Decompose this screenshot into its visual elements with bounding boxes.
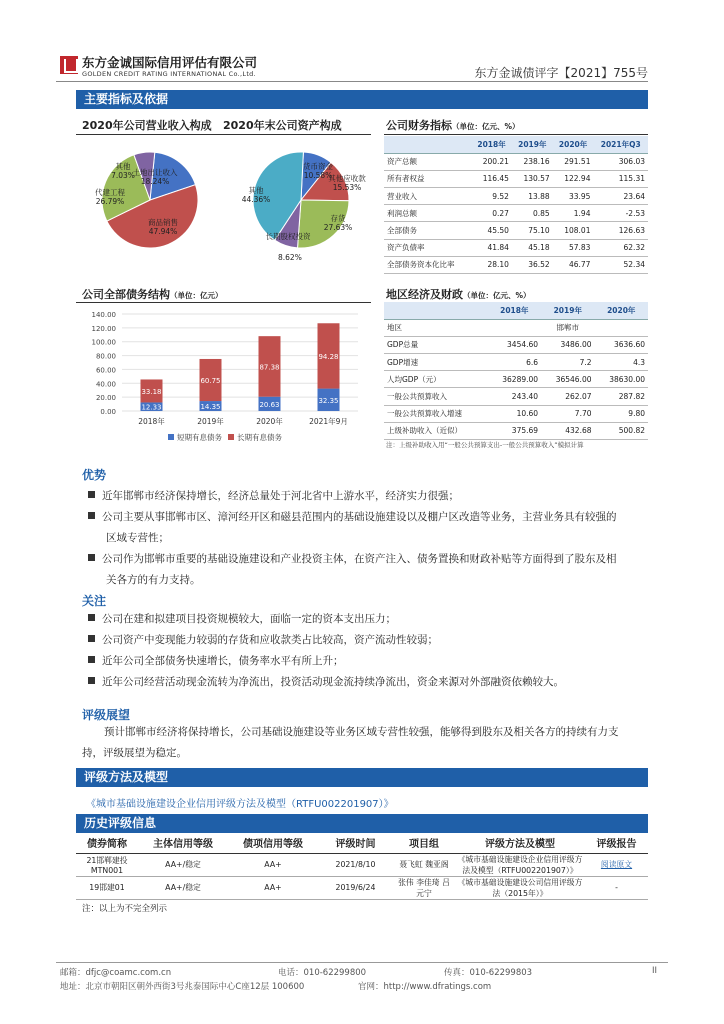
col-header: [384, 136, 471, 153]
y-tick-label: 120.00: [91, 324, 116, 333]
y-tick-label: 80.00: [95, 352, 116, 361]
col-header: [384, 302, 488, 319]
region-title: 地区经济及财政（单位：亿元、%）: [386, 288, 531, 301]
fin-unit: （单位：亿元、%）: [452, 122, 520, 131]
col-header: 评级报告: [585, 832, 648, 853]
cell: 45.18: [512, 239, 553, 256]
cell: 张伟 李佳琦 吕元宁: [393, 876, 455, 899]
y-tick-label: 0.00: [100, 408, 116, 416]
list-item-cont: 关各方的有力支持。: [106, 574, 201, 586]
col-header: 债项信用等级: [228, 832, 318, 853]
cell: 291.51: [553, 153, 594, 170]
cell: 0.27: [471, 205, 512, 222]
pie-revenue-labels: [78, 140, 223, 270]
cell: 432.68: [541, 422, 594, 439]
x-tick-label: 2018年: [138, 417, 165, 426]
history-note: 注：以上为不完全列示: [82, 904, 168, 914]
table-row: [384, 354, 648, 371]
y-tick-label: 20.00: [95, 394, 116, 403]
cell: AA+/稳定: [138, 876, 228, 899]
y-tick-label: 40.00: [95, 380, 116, 389]
row-label: 一般公共预算收入增速: [384, 405, 488, 422]
outlook-title: 评级展望: [82, 708, 131, 722]
bar-label-long: 60.75: [200, 377, 221, 386]
list-item: 近年公司经营活动现金流转为净流出，投资活动现金流持续净流出，资金来源对外部融资依赖较大。: [88, 672, 648, 693]
table-row: [384, 222, 648, 239]
cell: 2019/6/24: [318, 876, 393, 899]
cell: 38630.00: [595, 371, 649, 388]
footer-phone: 电话：010-62299800: [278, 968, 367, 978]
x-tick-label: 2021年9月: [309, 417, 348, 426]
col-header: 主体信用等级: [138, 832, 228, 853]
table-row: [384, 239, 648, 256]
col-header: 2021年Q3: [593, 136, 648, 153]
row-label: 全部债务: [384, 222, 471, 239]
legend-swatch-long: [228, 434, 234, 440]
footer-website[interactable]: 官网：http://www.dfratings.com: [358, 982, 492, 992]
row-label: GDP总量: [384, 336, 488, 353]
cell: AA+: [228, 853, 318, 876]
table-row: [384, 256, 648, 273]
advantages-title: 优势: [82, 468, 107, 482]
table-row: [384, 371, 648, 388]
cell: 41.84: [471, 239, 512, 256]
cell: 36.52: [512, 256, 553, 273]
col-header: 2019年: [512, 136, 553, 153]
cell: 287.82: [595, 388, 649, 405]
legend-swatch-short: [168, 434, 174, 440]
list-item: 公司主要从事邯郸市区、漳河经开区和磁县范围内的基础设施建设以及棚户区改造等业务，主营业务具有较强的: [88, 507, 648, 528]
row-label: 资产总额: [384, 153, 471, 170]
cell: 62.32: [593, 239, 648, 256]
bar-label-short: 14.35: [200, 403, 221, 412]
cell: 10.60: [488, 405, 541, 422]
cell: 19邯建01: [76, 876, 138, 899]
col-header: 2018年: [471, 136, 512, 153]
table-row: [384, 405, 648, 422]
pie-label: 商品销售 47.94%: [148, 218, 178, 236]
y-tick-label: 60.00: [95, 366, 116, 375]
section-bar-history: 历史评级信息: [76, 814, 648, 833]
col-header: 债券简称: [76, 832, 138, 853]
cell: 46.77: [553, 256, 594, 273]
rating-history-table: [76, 832, 648, 900]
cell: 0.85: [512, 205, 553, 222]
list-item: 公司在建和拟建项目投资规模较大，面临一定的资本支出压力；: [88, 609, 648, 630]
header-divider: [56, 81, 648, 82]
cell: 33.95: [553, 188, 594, 205]
cell: 《城市基础设施建设公司信用评级方法（2015年）》: [455, 876, 585, 899]
table-row: [384, 153, 648, 170]
bar-label-short: 32.35: [318, 396, 339, 405]
cell: 《城市基础设施建设企业信用评级方法及模型（RTFU002201907）》: [455, 853, 585, 876]
cell: 116.45: [471, 170, 512, 187]
pie-label: 存货 27.63%: [323, 214, 353, 232]
table-row: [384, 422, 648, 439]
cell: 13.88: [512, 188, 553, 205]
region-unit: （单位：亿元、%）: [463, 291, 531, 300]
cell: 75.10: [512, 222, 553, 239]
footer-address: 地址：北京市朝阳区朝外西街3号兆泰国际中心C座12层 100600: [60, 982, 305, 992]
col-header: 项目组: [393, 832, 455, 853]
list-item: 近年邯郸市经济保持增长，经济总量处于河北省中上游水平，经济实力很强；: [88, 486, 648, 507]
cell: 6.6: [488, 354, 541, 371]
cell: 115.31: [593, 170, 648, 187]
cell: 1.94: [553, 205, 594, 222]
pie-label: 代建工程 26.79%: [95, 188, 125, 206]
pie-label: 其他 7.03%: [111, 162, 135, 180]
cell: 邯郸市: [488, 319, 648, 336]
col-header: 2018年: [488, 302, 541, 319]
cell: 3486.00: [541, 336, 594, 353]
cell: 36289.00: [488, 371, 541, 388]
cell: 306.03: [593, 153, 648, 170]
list-item: 公司作为邯郸市重要的基础设施建设和产业投资主体，在资产注入、债务置换和财政补贴等方面得到了股东及相: [88, 549, 648, 570]
pie-assets-labels: [228, 140, 373, 270]
cell: AA+/稳定: [138, 853, 228, 876]
section-bar-indicators: 主要指标及依据: [76, 90, 648, 109]
cell: 3636.60: [595, 336, 649, 353]
divider: [76, 134, 371, 135]
table-row: [384, 336, 648, 353]
row-label: 地区: [384, 319, 488, 336]
pie-label: 其他 44.36%: [241, 186, 271, 204]
region-note: 注：上级补助收入用“一般公共预算支出-一般公共预算收入”模拟计算: [386, 441, 584, 449]
page-number: II: [652, 966, 658, 976]
cell: 130.57: [512, 170, 553, 187]
cell: 262.07: [541, 388, 594, 405]
cell: 500.82: [595, 422, 649, 439]
company-name-en: GOLDEN CREDIT RATING INTERNATIONAL Co.,Ltd.: [82, 70, 256, 78]
list-item-cont: 区域专营性；: [106, 532, 169, 544]
x-tick-label: 2019年: [197, 417, 224, 426]
table-row: [384, 388, 648, 405]
cell: 238.16: [512, 153, 553, 170]
bar-label-long: 33.18: [141, 387, 162, 396]
cell: 7.70: [541, 405, 594, 422]
cell: 52.34: [593, 256, 648, 273]
table-row: [384, 205, 648, 222]
pie-label: 货币资金 10.58%: [303, 162, 333, 180]
report-number: 东方金诚债评字【2021】755号: [474, 66, 648, 80]
cell: 375.69: [488, 422, 541, 439]
cell: 23.64: [593, 188, 648, 205]
regional-economy-table: [384, 302, 648, 440]
divider: [76, 302, 371, 303]
cell: 57.83: [553, 239, 594, 256]
debt-title: 公司全部债务结构（单位：亿元）: [82, 288, 223, 301]
outlook-line: 持，评级展望为稳定。: [82, 747, 187, 759]
cell: 28.10: [471, 256, 512, 273]
row-label: GDP增速: [384, 354, 488, 371]
cell: 108.01: [553, 222, 594, 239]
bar-label-short: 12.33: [141, 403, 162, 412]
company-name-cn: 东方金诚国际信用评估有限公司: [82, 55, 258, 70]
cell: 122.94: [553, 170, 594, 187]
cell: 4.3: [595, 354, 649, 371]
section-bar-method: 评级方法及模型: [76, 768, 648, 787]
cell: AA+: [228, 876, 318, 899]
cell: 200.21: [471, 153, 512, 170]
concerns-title: 关注: [82, 594, 107, 608]
col-header: 评级方法及模型: [455, 832, 585, 853]
pie-label: 土地出让收入 18.24%: [132, 168, 178, 186]
pie-label: 长期股权投资: [265, 232, 311, 241]
table-row: [384, 188, 648, 205]
table-row: [76, 853, 648, 876]
cell: 36546.00: [541, 371, 594, 388]
pie-label: 其他应收款 15.53%: [328, 174, 366, 192]
table-row: [76, 876, 648, 899]
divider: [384, 134, 648, 135]
cell: -2.53: [593, 205, 648, 222]
row-label: 所有者权益: [384, 170, 471, 187]
table-row: [384, 170, 648, 187]
cell: 聂飞虹 魏亚阁: [393, 853, 455, 876]
col-header: 2019年: [541, 302, 594, 319]
col-header: 2020年: [553, 136, 594, 153]
cell: 126.63: [593, 222, 648, 239]
company-logo: [60, 56, 78, 74]
list-item: 近年公司全部债务快速增长，债务率水平有所上升；: [88, 651, 648, 672]
debt-unit: （单位：亿元）: [170, 291, 223, 300]
table-row: [384, 319, 648, 336]
x-tick-label: 2020年: [256, 417, 283, 426]
fin-title: 公司财务指标（单位：亿元、%）: [386, 119, 520, 132]
row-label: 一般公共预算收入: [384, 388, 488, 405]
legend-label-short: 短期有息债务: [177, 433, 222, 442]
concerns-list: [88, 609, 648, 693]
outlook-text: [82, 722, 648, 743]
method-link[interactable]: 《城市基础设施建设企业信用评级方法及模型（RTFU002201907）》: [86, 799, 394, 810]
cell: 2021/8/10: [318, 853, 393, 876]
row-label: 营业收入: [384, 188, 471, 205]
cell: 45.50: [471, 222, 512, 239]
cell: 3454.60: [488, 336, 541, 353]
bar-label-long: 87.38: [259, 363, 280, 372]
cell: 9.52: [471, 188, 512, 205]
cell: 9.80: [595, 405, 649, 422]
col-header: 评级时间: [318, 832, 393, 853]
row-label: 资产负债率: [384, 239, 471, 256]
list-item: 公司资产中变现能力较弱的存货和应收款类占比较高，资产流动性较弱；: [88, 630, 648, 651]
outlook-line: 预计邯郸市经济将保持增长，公司基础设施建设等业务区域专营性较强，能够得到股东及相关各方的持续有力支: [104, 726, 619, 738]
row-label: 全部债务资本化比率: [384, 256, 471, 273]
footer-divider: [56, 962, 668, 963]
row-label: 利润总额: [384, 205, 471, 222]
cell: 243.40: [488, 388, 541, 405]
bar-label-short: 20.63: [259, 400, 280, 409]
cell: 7.2: [541, 354, 594, 371]
pie-title-assets: 2020年末公司资产构成: [223, 119, 342, 132]
cell: -: [585, 876, 648, 899]
pie-outer-label: 8.62%: [278, 253, 302, 262]
row-label: 人均GDP（元）: [384, 371, 488, 388]
report-link[interactable]: 阅读原文: [585, 853, 648, 876]
bar-label-long: 94.28: [318, 352, 339, 361]
footer-fax: 传真：010-62299803: [444, 968, 533, 978]
row-label: 上级补助收入（近似）: [384, 422, 488, 439]
financial-indicators-table: [384, 136, 648, 274]
legend-label-long: 长期有息债务: [237, 433, 282, 442]
y-tick-label: 140.00: [91, 311, 116, 319]
footer-email[interactable]: 邮箱：dfjc@coamc.com.cn: [60, 968, 172, 978]
cell: 21邯郸建投MTN001: [76, 853, 138, 876]
pie-title-revenue: 2020年公司营业收入构成: [82, 119, 212, 132]
advantages-list: [88, 486, 648, 591]
y-tick-label: 100.00: [91, 338, 116, 347]
debt-structure-chart: [76, 306, 372, 456]
col-header: 2020年: [595, 302, 649, 319]
